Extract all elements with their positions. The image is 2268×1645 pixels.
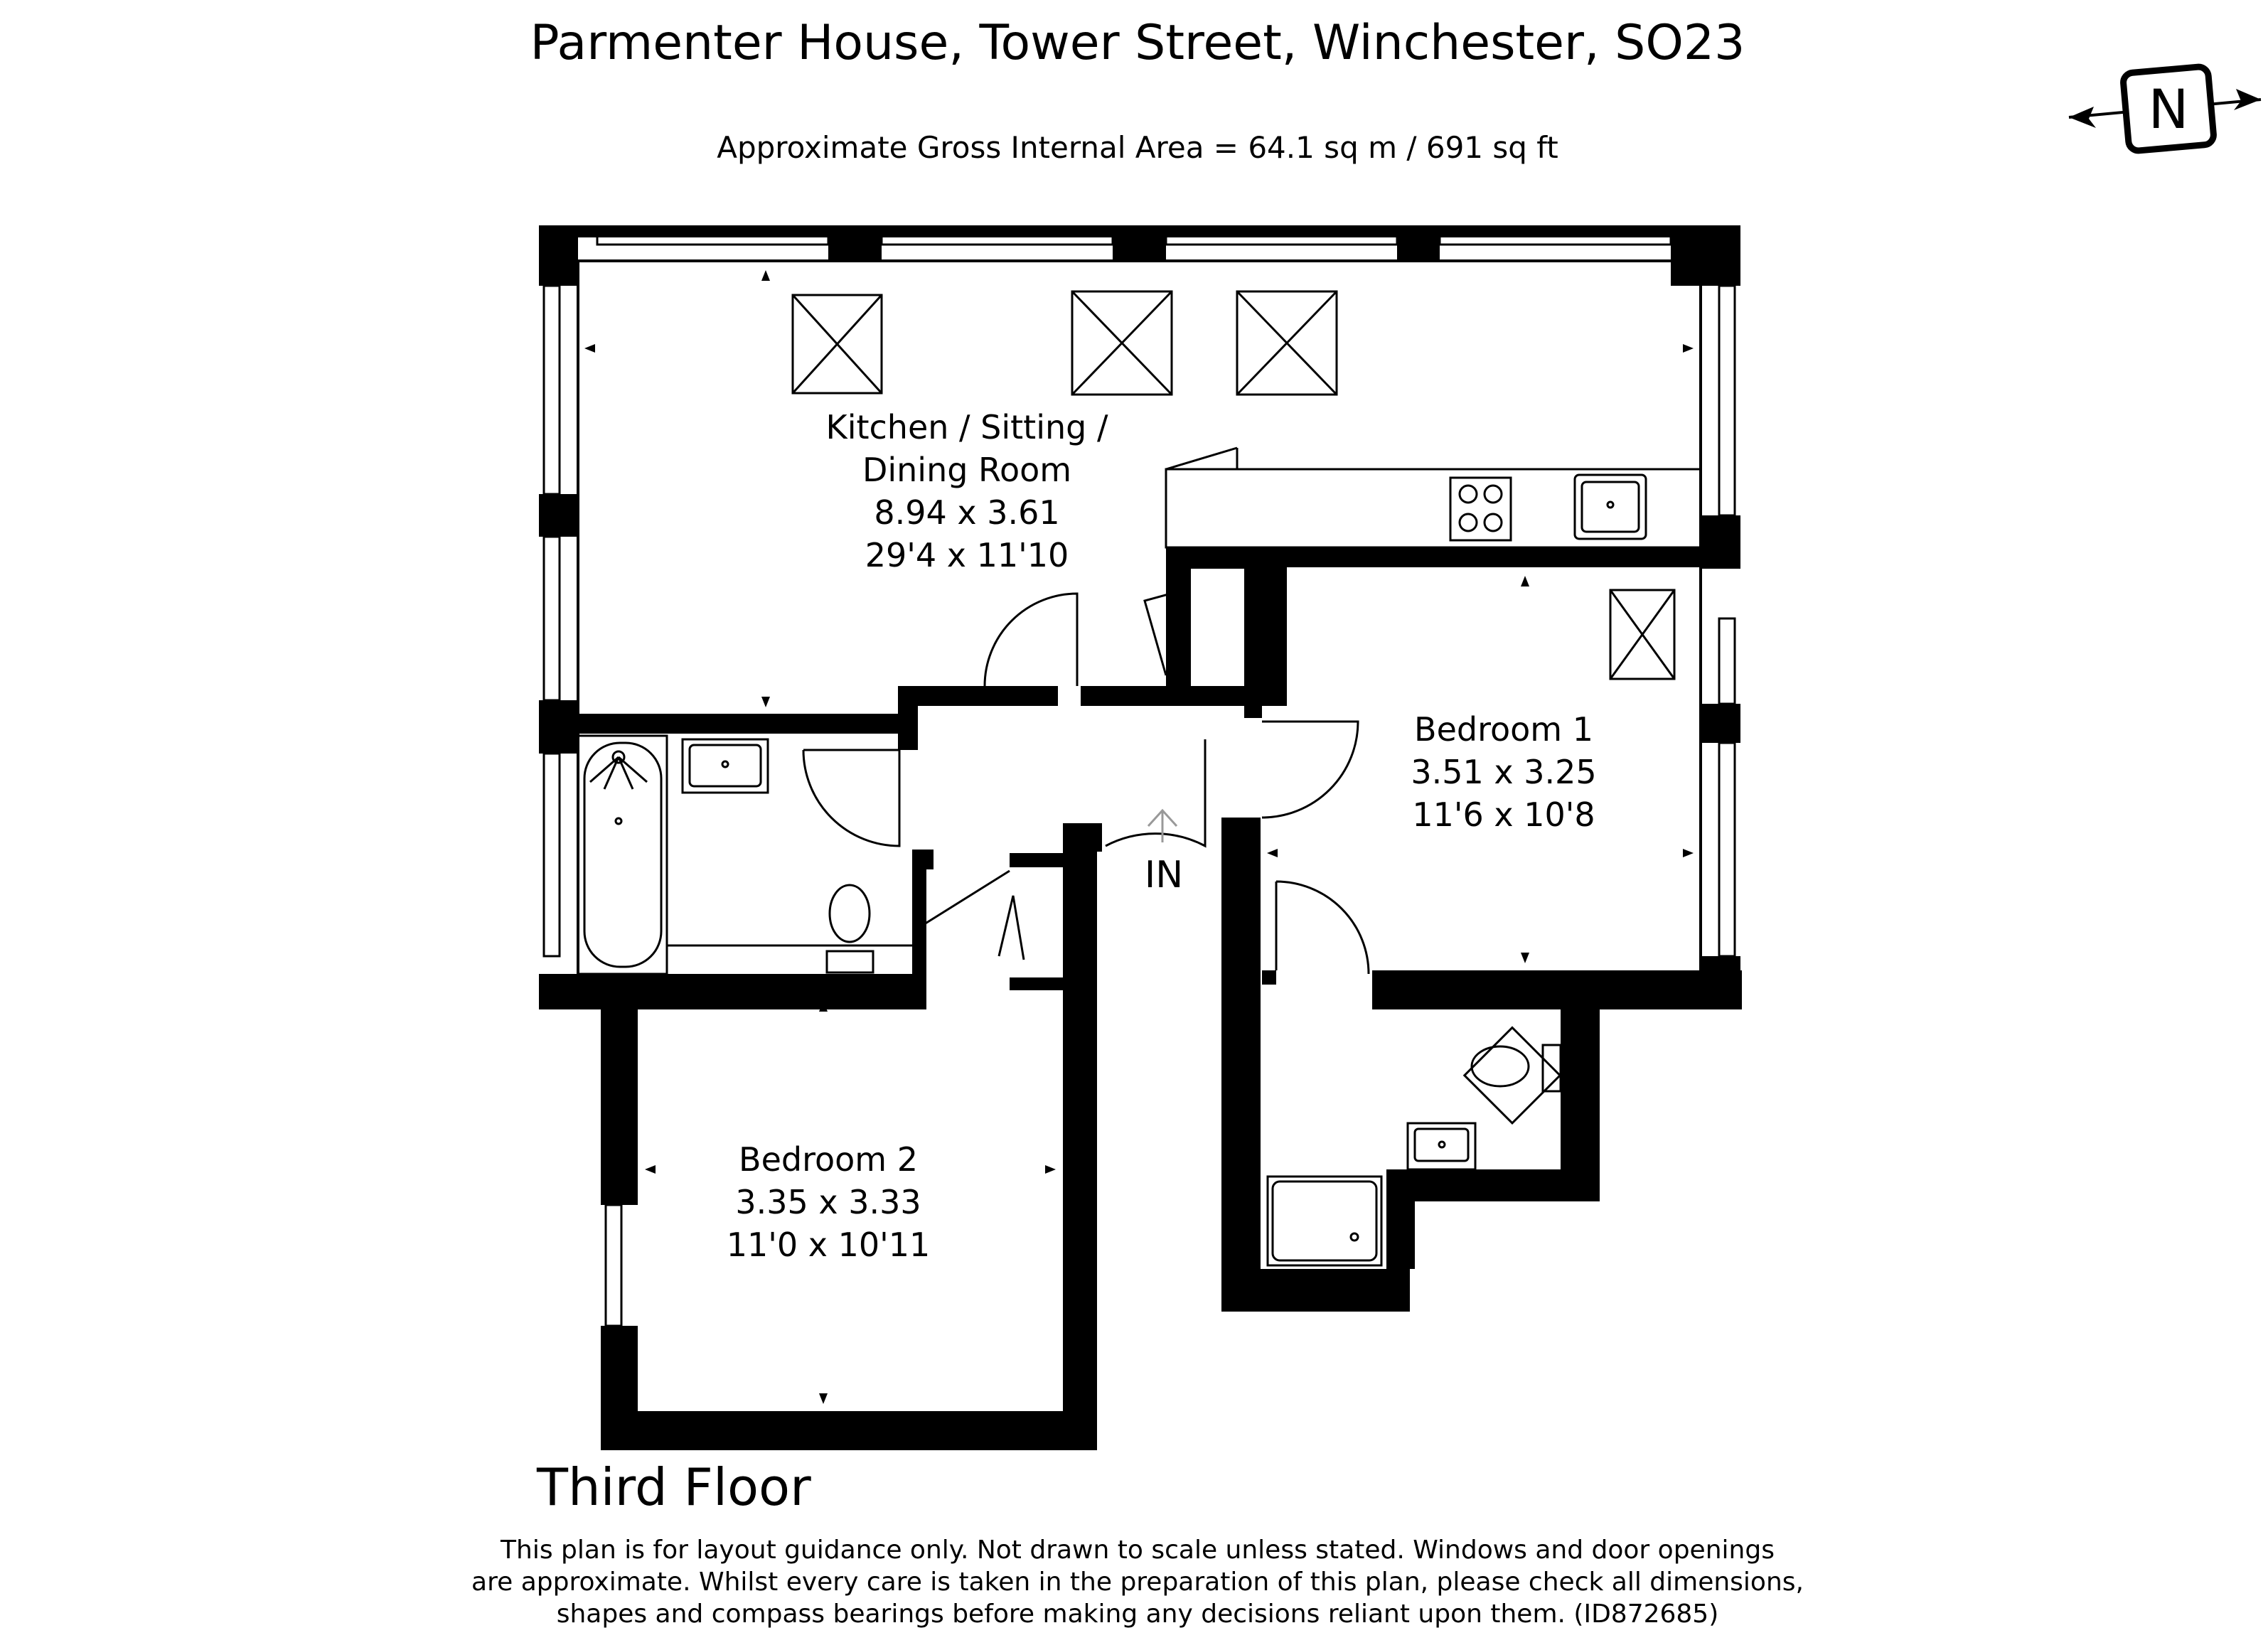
bedroom2-metric: 3.35 x 3.33: [735, 1183, 921, 1221]
floor-label: Third Floor: [537, 1457, 811, 1517]
walls: [539, 225, 1742, 1450]
hob-icon: [1450, 478, 1511, 540]
toilet-icon: [827, 885, 873, 972]
disclaimer-line1: This plan is for layout guidance only. Not drawn to scale unless stated. Windows and door openings: [501, 1536, 1775, 1565]
plan-title: Parmenter House, Tower Street, Winchester, SO23: [530, 15, 1745, 71]
kitchen-imperial: 29'4 x 11'10: [865, 536, 1069, 574]
area-subtitle: Approximate Gross Internal Area = 64.1 sq m / 691 sq ft: [717, 130, 1558, 165]
bathroom-basin-icon: [683, 739, 768, 793]
room-label-bedroom2: [727, 1140, 931, 1264]
bedroom2-imperial: 11'0 x 10'11: [726, 1226, 931, 1264]
kitchen-name-line2: Dining Room: [862, 451, 1072, 489]
disclaimer-line3: shapes and compass bearings before making any decisions reliant upon them. (ID872685): [556, 1600, 1719, 1629]
kitchen-sink-icon: [1575, 475, 1646, 539]
north-compass-icon: [2069, 66, 2261, 151]
shower-icon: [1268, 1177, 1381, 1265]
room-label-kitchen: [826, 408, 1108, 574]
entrance-label: IN: [1144, 854, 1184, 896]
bedroom2-name: Bedroom 2: [739, 1140, 918, 1179]
outline-lines: [578, 261, 1701, 974]
kitchen-metric: 8.94 x 3.61: [874, 493, 1060, 532]
room-label-bedroom1: [1411, 710, 1596, 834]
disclaimer-line2: are approximate. Whilst every care is taken in the preparation of this plan, please check all dimensions,: [471, 1568, 1804, 1597]
compass-label: N: [2148, 77, 2189, 141]
ensuite-basin-icon: [1408, 1123, 1475, 1169]
bath-icon: [578, 736, 667, 974]
bedroom1-imperial: 11'6 x 10'8: [1412, 795, 1595, 834]
ensuite-toilet-icon: [1465, 1028, 1561, 1123]
bedroom1-metric: 3.51 x 3.25: [1411, 753, 1597, 791]
kitchen-name-line1: Kitchen / Sitting /: [825, 408, 1108, 446]
entrance-arrow-icon: [1148, 810, 1177, 842]
bedroom1-name: Bedroom 1: [1414, 710, 1593, 749]
